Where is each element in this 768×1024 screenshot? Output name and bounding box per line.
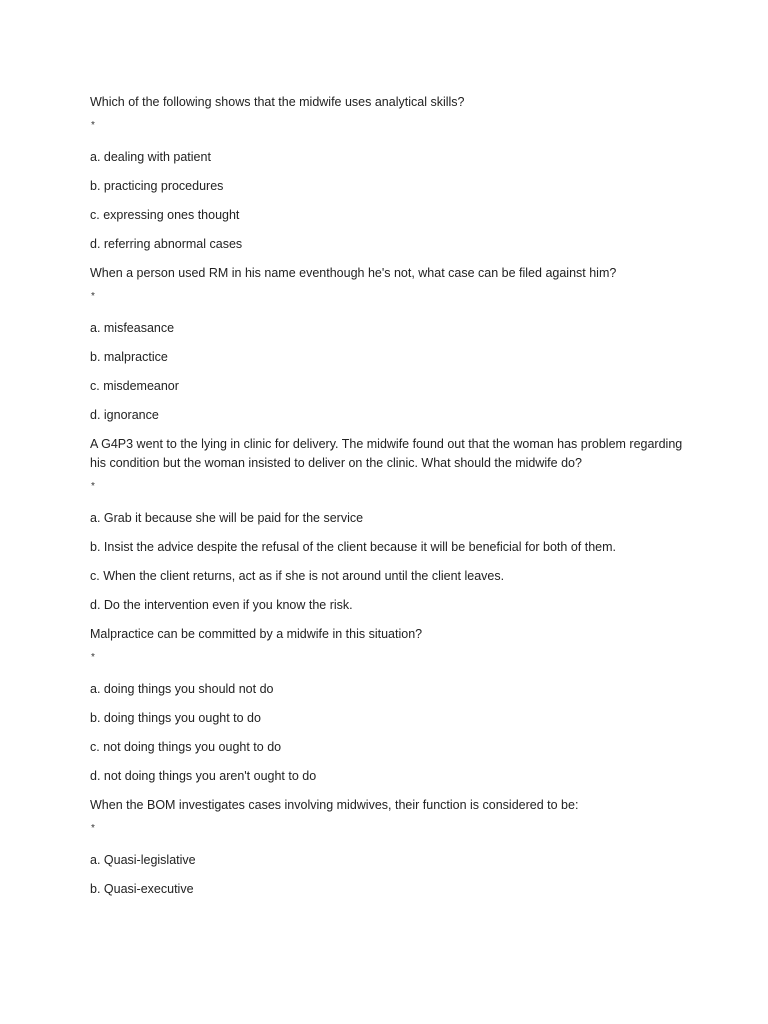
question-text: Malpractice can be committed by a midwife in this situation? bbox=[90, 627, 423, 641]
option-d: d. not doing things you aren't ought to do bbox=[90, 769, 317, 783]
question-text: When the BOM investigates cases involving midwives, their function is considered to be: bbox=[90, 798, 579, 812]
question-block bbox=[90, 93, 690, 254]
options-list bbox=[90, 851, 690, 899]
option-a: a. Quasi-legislative bbox=[90, 853, 196, 867]
option-a: a. doing things you should not do bbox=[90, 682, 274, 696]
option-c: c. When the client returns, act as if she is not around until the client leaves. bbox=[90, 569, 505, 583]
required-marker: * bbox=[91, 120, 95, 131]
option-c: c. misdemeanor bbox=[90, 379, 179, 393]
option-b: b. Quasi-executive bbox=[90, 882, 194, 896]
question-text: A G4P3 went to the lying in clinic for delivery. The midwife found out that the woman has problem regarding his condition but the woman insisted to deliver on the clinic. What should the midwife do? bbox=[90, 437, 683, 470]
option-a: a. Grab it because she will be paid for the service bbox=[90, 511, 364, 525]
option-b: b. doing things you ought to do bbox=[90, 711, 261, 725]
question-text: When a person used RM in his name eventhough he's not, what case can be filed against him? bbox=[90, 266, 617, 280]
required-marker: * bbox=[91, 481, 95, 492]
options-list bbox=[90, 148, 690, 254]
option-d: d. Do the intervention even if you know the risk. bbox=[90, 598, 353, 612]
question-block bbox=[90, 625, 690, 786]
option-d: d. ignorance bbox=[90, 408, 159, 422]
required-marker: * bbox=[91, 823, 95, 834]
question-block bbox=[90, 435, 690, 615]
option-c: c. not doing things you ought to do bbox=[90, 740, 282, 754]
document-page bbox=[90, 93, 690, 909]
option-c: c. expressing ones thought bbox=[90, 208, 240, 222]
question-block bbox=[90, 264, 690, 425]
option-d: d. referring abnormal cases bbox=[90, 237, 243, 251]
required-marker: * bbox=[91, 652, 95, 663]
option-b: b. Insist the advice despite the refusal of the client because it will be beneficial for both of them. bbox=[90, 540, 616, 554]
options-list bbox=[90, 680, 690, 786]
option-a: a. misfeasance bbox=[90, 321, 175, 335]
option-b: b. malpractice bbox=[90, 350, 168, 364]
required-marker: * bbox=[91, 291, 95, 302]
question-text: Which of the following shows that the midwife uses analytical skills? bbox=[90, 95, 465, 109]
options-list bbox=[90, 509, 690, 615]
option-b: b. practicing procedures bbox=[90, 179, 224, 193]
option-a: a. dealing with patient bbox=[90, 150, 211, 164]
options-list bbox=[90, 319, 690, 425]
question-block bbox=[90, 796, 690, 899]
